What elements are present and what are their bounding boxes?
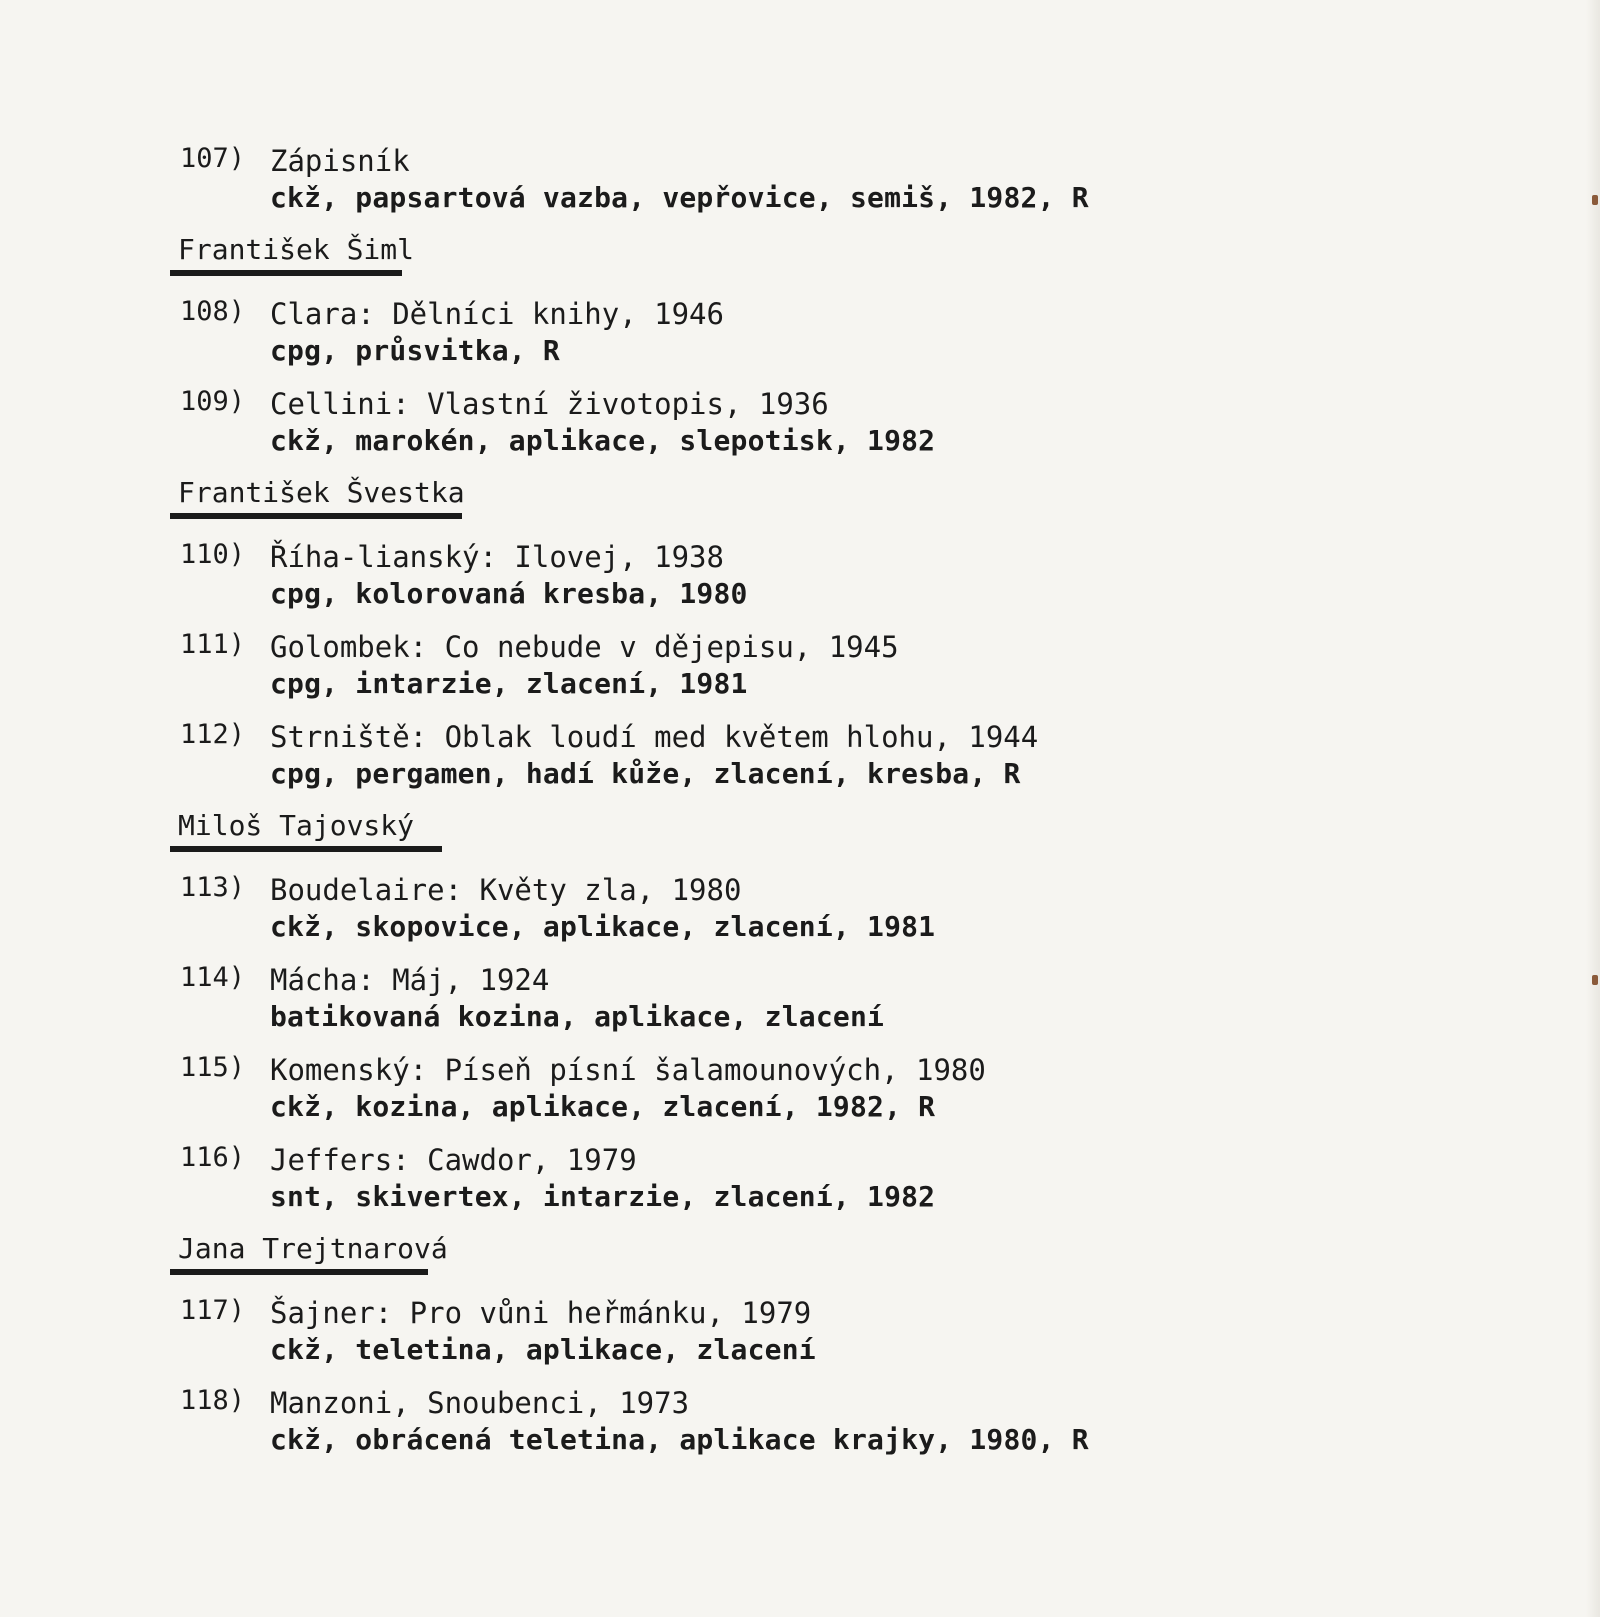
page-edge (1586, 0, 1600, 1617)
catalog-entry (170, 143, 1170, 215)
author-name: František Švestka (178, 476, 465, 509)
entry-details: ckž, skopovice, aplikace, zlacení, 1981 (270, 910, 936, 943)
edge-mark (1592, 195, 1598, 205)
entry-details: cpg, průsvitka, R (270, 334, 560, 367)
entry-title: Golombek: Co nebude v dějepisu, 1945 (270, 630, 899, 664)
entry-title: Clara: Dělníci knihy, 1946 (270, 297, 724, 331)
author-heading (170, 809, 1170, 852)
entry-title: Komenský: Píseň písní šalamounových, 1980 (270, 1053, 986, 1087)
catalog-entry (170, 296, 1170, 368)
heading-rule (170, 270, 402, 276)
entry-title: Boudelaire: Květy zla, 1980 (270, 873, 742, 907)
heading-rule (170, 1269, 428, 1275)
catalog-entry (170, 872, 1170, 944)
catalog-entry (170, 539, 1170, 611)
catalog-entry (170, 1142, 1170, 1214)
entry-title: Šajner: Pro vůni heřmánku, 1979 (270, 1296, 812, 1330)
heading-rule (170, 513, 462, 519)
catalog-list (170, 143, 1170, 1475)
entry-number: 109) (180, 386, 246, 417)
entry-number: 113) (180, 872, 246, 903)
catalog-entry (170, 1385, 1170, 1457)
entry-number: 115) (180, 1052, 246, 1083)
author-name: František Šiml (178, 233, 415, 266)
entry-title: Strniště: Oblak loudí med květem hlohu, 1944 (270, 720, 1039, 754)
entry-details: cpg, kolorovaná kresba, 1980 (270, 577, 748, 610)
catalog-entry (170, 962, 1170, 1034)
entry-number: 108) (180, 296, 246, 327)
entry-details: ckž, teletina, aplikace, zlacení (270, 1333, 816, 1366)
catalog-entry (170, 629, 1170, 701)
entry-details: cpg, intarzie, zlacení, 1981 (270, 667, 748, 700)
entry-number: 110) (180, 539, 246, 570)
author-heading (170, 476, 1170, 519)
entry-details: snt, skivertex, intarzie, zlacení, 1982 (270, 1180, 936, 1213)
author-name: Miloš Tajovský (178, 809, 415, 842)
entry-number: 114) (180, 962, 246, 993)
entry-title: Cellini: Vlastní životopis, 1936 (270, 387, 829, 421)
entry-details: ckž, kozina, aplikace, zlacení, 1982, R (270, 1090, 936, 1123)
author-heading (170, 233, 1170, 276)
entry-title: Jeffers: Cawdor, 1979 (270, 1143, 637, 1177)
entry-number: 118) (180, 1385, 246, 1416)
entry-details: ckž, marokén, aplikace, slepotisk, 1982 (270, 424, 936, 457)
author-name: Jana Trejtnarová (178, 1232, 448, 1265)
entry-number: 112) (180, 719, 246, 750)
entry-details: batikovaná kozina, aplikace, zlacení (270, 1000, 885, 1033)
edge-mark (1592, 975, 1598, 985)
entry-title: Říha-lianský: Ilovej, 1938 (270, 540, 724, 574)
heading-rule (170, 846, 442, 852)
catalog-entry (170, 719, 1170, 791)
entry-details: ckž, obrácená teletina, aplikace krajky, 1980, R (270, 1423, 1089, 1456)
entry-title: Manzoni, Snoubenci, 1973 (270, 1386, 690, 1420)
catalog-entry (170, 1052, 1170, 1124)
entry-title: Mácha: Máj, 1924 (270, 963, 550, 997)
entry-title: Zápisník (270, 144, 410, 178)
entry-number: 107) (180, 143, 246, 174)
catalog-entry (170, 1295, 1170, 1367)
entry-number: 117) (180, 1295, 246, 1326)
catalog-entry (170, 386, 1170, 458)
entry-details: cpg, pergamen, hadí kůže, zlacení, kresba, R (270, 757, 1021, 790)
entry-number: 116) (180, 1142, 246, 1173)
entry-number: 111) (180, 629, 246, 660)
author-heading (170, 1232, 1170, 1275)
entry-details: ckž, papsartová vazba, vepřovice, semiš, 1982, R (270, 181, 1089, 214)
